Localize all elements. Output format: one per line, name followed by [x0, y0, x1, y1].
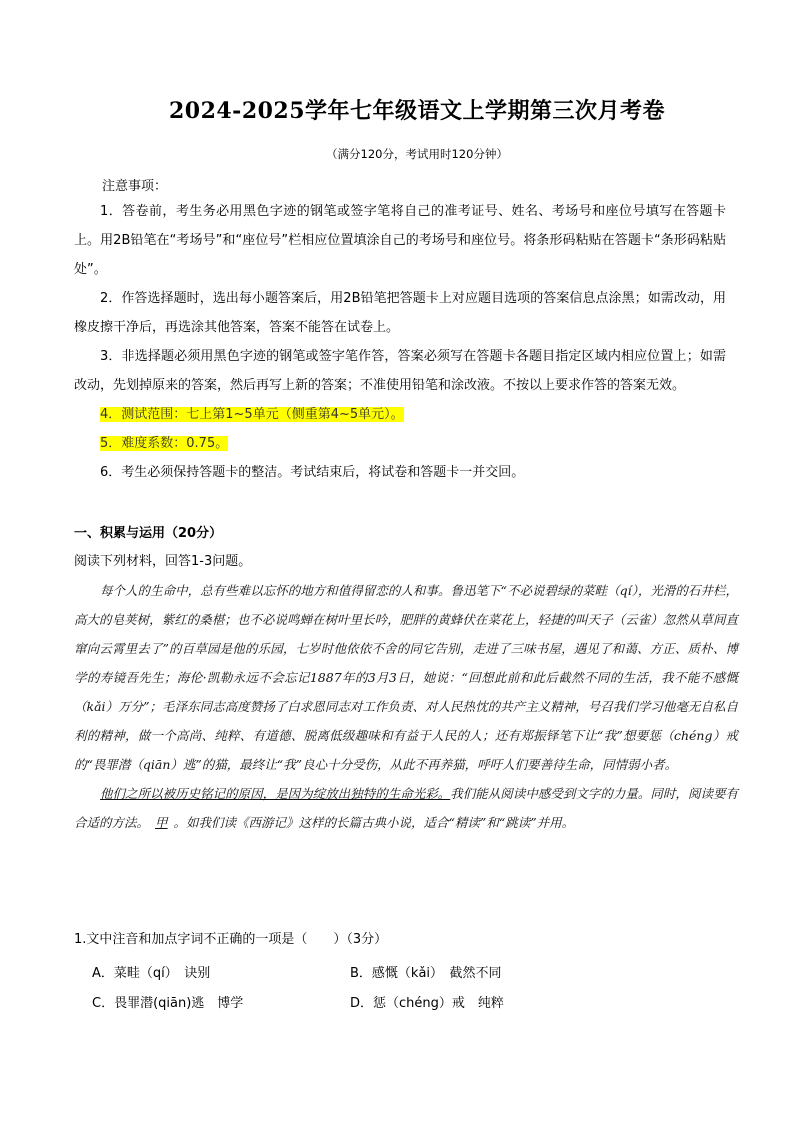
notice-list — [74, 197, 726, 487]
question-options — [92, 956, 652, 1016]
page-subtitle: （满分120分，考试用时120分钟） — [326, 147, 508, 161]
notice-item-6: 6．考生必须保持答题卡的整洁。考试结束后，将试卷和答题卡一并交回。 — [100, 465, 525, 480]
page-title: 2024-2025学年七年级语文上学期第三次月考卷 — [168, 98, 666, 124]
reading-passage — [74, 576, 738, 837]
option-c[interactable]: C．畏罪潜(qiān)逃 博学 — [92, 995, 244, 1011]
notice-item-1: 1．答卷前，考生务必用黑色字迹的钢笔或签字笔将自己的准考证号、姓名、考场号和座位号填写在答题卡上。用2B铅笔在“考场号”和“座位号”栏相应位置填涂自己的考场号和座位号。将条形码粘贴在答题卡“条形码粘贴处”。 — [74, 204, 726, 277]
option-row — [92, 986, 652, 1016]
section-heading: 一、积累与运用（20分） — [74, 526, 223, 541]
notice-item-3: 3．非选择题必须用黑色字迹的钢笔或签字笔作答，答案必须写在答题卡各题目指定区域内相应位置上；如需改动，先划掉原来的答案，然后再写上新的答案；不准使用铅笔和涂改液。不按以上要求作答的答案无效。 — [74, 349, 726, 393]
notice-item-4 — [74, 400, 726, 429]
option-row — [92, 956, 652, 986]
passage-paragraph-1: 每个人的生命中，总有些难以忘怀的地方和值得留恋的人和事。鲁迅笔下“不必说碧绿的菜畦（qí），光滑的石井栏，高大的皂荚树，紫红的桑椹；也不必说鸣蝉在树叶里长吟，肥胖的黄蜂伏在菜花上，轻捷的叫天子（云雀）忽然从草间直窜向云霄里去了”的百草园是他的乐园，七岁时他依依不舍的同它告别，走进了三味书屋，遇见了和蔼、方正、质朴、博学的寿镜吾先生；海伦·凯勒永远不会忘记1887年的3月3日，她说：“回想此前和此后截然不同的生活，我不能不感慨（kǎi）万分”；毛泽东同志高度赞扬了白求恩同志对工作负责、对人民热忱的共产主义精神，号召我们学习他毫无自私自利的精神，做一个高尚、纯粹、有道德、脱离低级趣味和有益于人民的人；还有郑振铎笔下让“我”想要惩（chéng）戒的“畏罪潜（qiān）逃”的猫，最终让“我”良心十分受伤，从此不再养猫，呼吁人们要善待生命，同情弱小者。 — [74, 583, 738, 772]
notice-item-2: 2．作答选择题时，选出每小题答案后，用2B铅笔把答题卡上对应题目选项的答案信息点涂黑；如需改动，用橡皮擦干净后，再选涂其他答案，答案不能答在试卷上。 — [74, 291, 726, 335]
question-stem: 1.文中注音和加点字词不正确的一项是（ ）（3分） — [74, 932, 388, 947]
passage-text: 我们能从阅读中感受到文字的力量。同时，阅读要有合适的方法。 — [74, 786, 738, 830]
option-a[interactable]: A．菜畦（qí） 诀别 — [92, 965, 211, 981]
underlined-sentence: 他们之所以被历史铭记的原因，是因为绽放出独特的生命光彩。 — [100, 786, 451, 801]
passage-text: 。如我们读《西游记》这样的长篇古典小说，适合“精读”和“跳读”并用。 — [173, 815, 575, 830]
blank-marker: 甲 — [155, 815, 168, 830]
notice-heading: 注意事项： — [102, 179, 168, 194]
section-intro: 阅读下列材料，回答1-3问题。 — [74, 554, 252, 569]
highlighted-text: 5．难度系数：0.75。 — [100, 436, 229, 451]
option-d[interactable]: D．惩（chéng）戒 纯粹 — [350, 995, 504, 1011]
passage-paragraph-2 — [74, 779, 738, 837]
highlighted-text: 4．测试范围：七上第1~5单元（侧重第4~5单元）。 — [100, 407, 404, 422]
option-b[interactable]: B．感慨（kǎi） 截然不同 — [350, 965, 502, 981]
notice-item-5 — [74, 429, 726, 458]
